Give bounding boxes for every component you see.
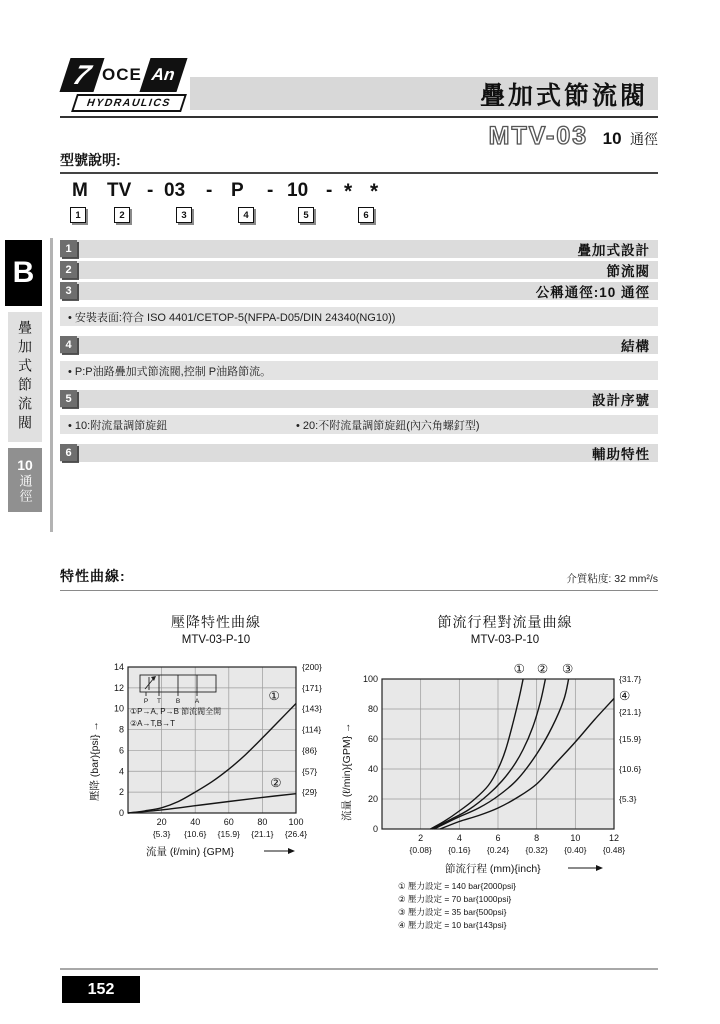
logo-wordmark: [60, 58, 200, 92]
svg-text:①: ①: [513, 662, 525, 676]
model-size: 10: [602, 129, 622, 148]
spec-row-bullets: [60, 361, 658, 380]
model-heading: [60, 122, 658, 151]
page-title-bar: [190, 77, 658, 110]
svg-text:{0.16}: {0.16}: [448, 845, 471, 855]
sidebar-size-badge: [8, 448, 42, 512]
svg-text:①P→A, P→B 節流閥全開: ①P→A, P→B 節流閥全開: [130, 707, 222, 716]
svg-text:{15.9}: {15.9}: [619, 734, 642, 744]
spec-row-bar: [60, 336, 658, 354]
code-index-box: 3: [176, 207, 192, 223]
chart-title: 節流行程對流量曲線: [437, 614, 573, 630]
sidebar-category-label: 疊加式節流閥: [17, 320, 33, 434]
model-number: MTV-03: [488, 122, 589, 150]
svg-text:100: 100: [362, 674, 378, 684]
chart-subtitle: MTV-03-P-10: [470, 634, 540, 646]
svg-text:{0.48}: {0.48}: [602, 845, 626, 855]
logo-seven-mark: 7: [59, 58, 104, 92]
spec-bullet: • 10:附流量調節旋鈕: [68, 419, 168, 432]
svg-text:②A→T,B→T: ②A→T,B→T: [130, 719, 175, 728]
svg-text:{143}: {143}: [302, 703, 322, 714]
svg-text:②: ②: [536, 662, 549, 676]
model-code-part: 03: [164, 180, 186, 201]
svg-text:{0.32}: {0.32}: [525, 845, 548, 855]
svg-text:40: 40: [367, 764, 378, 774]
svg-text:{29}: {29}: [302, 787, 318, 798]
svg-text:2: 2: [118, 787, 124, 798]
curves-divider: [60, 590, 658, 591]
model-code-part: 10: [287, 180, 309, 201]
code-index-box: 5: [298, 207, 314, 223]
svg-text:60: 60: [223, 817, 234, 827]
chart-block-stroke-flow: [340, 612, 670, 935]
spec-row-bar: [60, 282, 658, 300]
svg-text:6: 6: [118, 745, 124, 756]
svg-text:{21.1}: {21.1}: [251, 829, 274, 839]
svg-text:{5.3}: {5.3}: [619, 794, 637, 804]
svg-text:③: ③: [561, 662, 574, 676]
svg-text:12: 12: [113, 682, 124, 693]
svg-text:{21.1}: {21.1}: [619, 707, 642, 717]
svg-text:{26.4}: {26.4}: [284, 829, 308, 839]
svg-text:10: 10: [113, 703, 124, 714]
model-code-index-boxes: [0, 207, 720, 225]
spec-row-number: 3: [60, 282, 77, 299]
svg-text:{0.24}: {0.24}: [486, 845, 510, 855]
sidebar-category: [8, 312, 42, 442]
svg-text:{200}: {200}: [302, 662, 322, 672]
spec-row-title: 設計序號: [592, 393, 650, 408]
svg-text:40: 40: [190, 817, 201, 827]
spec-row-bar: [60, 390, 658, 408]
company-logo: [60, 58, 200, 112]
svg-text:80: 80: [367, 704, 378, 714]
svg-text:6: 6: [495, 833, 501, 843]
svg-text:{5.3}: {5.3}: [152, 829, 171, 839]
svg-text:8: 8: [534, 833, 540, 843]
model-code-part: -: [206, 180, 213, 201]
page-number: 152: [62, 976, 140, 1003]
spec-row-number: 4: [60, 336, 77, 353]
spec-rows: [60, 240, 658, 465]
spec-row-title: 輔助特性: [592, 447, 650, 462]
svg-text:2: 2: [418, 833, 424, 843]
code-index-box: 4: [238, 207, 254, 223]
logo-subtitle: HYDRAULICS: [71, 94, 187, 112]
logo-word-left: OCE: [102, 65, 142, 84]
svg-text:12: 12: [608, 833, 620, 843]
model-code-divider: [60, 172, 658, 174]
model-code-part: -: [326, 180, 333, 201]
svg-text:10: 10: [570, 833, 581, 843]
svg-text:4: 4: [456, 833, 462, 843]
svg-text:A: A: [194, 698, 200, 705]
svg-text:14: 14: [113, 662, 124, 672]
stroke-flow-chart: [340, 651, 670, 935]
svg-text:100: 100: [288, 817, 304, 827]
svg-text:壓降 (bar){psi} →: 壓降 (bar){psi} →: [89, 721, 101, 801]
svg-text:{86}: {86}: [302, 745, 318, 756]
footer-divider: [60, 968, 658, 970]
model-code-part: M: [72, 180, 88, 201]
svg-text:流量 (ℓ/min) {GPM}: 流量 (ℓ/min) {GPM}: [146, 846, 234, 858]
model-code-part: P: [231, 180, 244, 201]
svg-text:4: 4: [118, 766, 124, 777]
model-code-part: TV: [107, 180, 132, 201]
chart-title: 壓降特性曲線: [171, 614, 261, 630]
svg-text:{10.6}: {10.6}: [619, 764, 642, 774]
svg-text:80: 80: [257, 817, 268, 827]
spec-bullet: • 安裝表面:符合 ISO 4401/CETOP-5(NFPA-D05/DIN 24340(NG10)): [68, 311, 396, 324]
svg-text:① 壓力設定 = 140 bar{2000psi}: ① 壓力設定 = 140 bar{2000psi}: [398, 881, 516, 891]
curves-section-label: 特性曲線:: [60, 568, 126, 584]
svg-text:④ 壓力設定 = 10 bar{143psi}: ④ 壓力設定 = 10 bar{143psi}: [398, 920, 507, 930]
spec-row-bullets: [60, 307, 658, 326]
page-title: 疊加式節流閥: [479, 81, 648, 110]
spec-row-number: 2: [60, 261, 77, 278]
svg-text:20: 20: [156, 817, 167, 827]
sidebar-size-unit: 通徑: [17, 473, 33, 504]
svg-text:{15.9}: {15.9}: [217, 829, 240, 839]
spec-row-title: 公稱通徑:10 通徑: [535, 285, 650, 300]
svg-text:② 壓力設定 = 70 bar{1000psi}: ② 壓力設定 = 70 bar{1000psi}: [398, 894, 512, 904]
spec-row-number: 1: [60, 240, 77, 257]
svg-text:③ 壓力設定 = 35 bar{500psi}: ③ 壓力設定 = 35 bar{500psi}: [398, 907, 507, 917]
spec-row-title: 節流閥: [606, 264, 650, 279]
chart-subtitle: MTV-03-P-10: [181, 634, 251, 646]
sidebar-size-number: 10: [17, 456, 33, 473]
spec-row-bar: [60, 240, 658, 258]
spec-bullet: • 20:不附流量調節旋鈕(內六角螺釘型): [296, 419, 480, 432]
spec-row-number: 6: [60, 444, 77, 461]
svg-text:T: T: [157, 698, 161, 705]
model-size-unit: 通徑: [630, 131, 658, 147]
code-index-box: 2: [114, 207, 130, 223]
header-divider: [60, 116, 658, 118]
svg-text:60: 60: [367, 734, 378, 744]
sidebar-divider: [50, 238, 53, 532]
svg-text:8: 8: [118, 724, 124, 735]
svg-text:{0.08}: {0.08}: [409, 845, 432, 855]
svg-text:{31.7}: {31.7}: [619, 674, 642, 684]
spec-bullet: • P:P油路疊加式節流閥,控制 P油路節流。: [68, 365, 272, 378]
svg-text:20: 20: [367, 794, 378, 804]
svg-text:B: B: [175, 698, 181, 705]
svg-text:流量 (ℓ/min){GPM} →: 流量 (ℓ/min){GPM} →: [341, 722, 353, 821]
chart-block-pressure-drop: [88, 612, 344, 865]
logo-word-right: An: [139, 58, 187, 92]
spec-row-title: 結構: [621, 339, 650, 354]
model-code-part: -: [147, 180, 154, 201]
code-index-box: 6: [358, 207, 374, 223]
model-code-section-label: 型號說明:: [60, 152, 121, 168]
spec-row-number: 5: [60, 390, 77, 407]
viscosity-note: 介質粘度: 32 mm²/s: [566, 573, 658, 585]
svg-text:{0.40}: {0.40}: [564, 845, 587, 855]
spec-row-title: 疊加式設計: [577, 243, 650, 258]
svg-text:①: ①: [268, 689, 280, 704]
svg-text:②: ②: [270, 775, 282, 790]
model-code-row: [0, 180, 720, 206]
pressure-drop-chart: [88, 651, 344, 865]
model-code-part: -: [267, 180, 274, 201]
svg-text:P: P: [143, 698, 149, 705]
svg-text:{10.6}: {10.6}: [184, 829, 207, 839]
svg-text:0: 0: [372, 824, 378, 834]
svg-text:節流行程 (mm){inch}: 節流行程 (mm){inch}: [445, 863, 541, 875]
svg-text:0: 0: [118, 808, 124, 818]
svg-text:{57}: {57}: [302, 766, 318, 777]
spec-row-bar: [60, 261, 658, 279]
code-index-box: 1: [70, 207, 86, 223]
spec-row-bullets: [60, 415, 658, 434]
svg-text:{114}: {114}: [302, 724, 322, 735]
sidebar-section-tab: B: [5, 240, 42, 306]
svg-text:④: ④: [619, 689, 631, 703]
model-code-part: * *: [344, 180, 385, 203]
svg-text:{171}: {171}: [302, 682, 322, 693]
spec-row-bar: [60, 444, 658, 462]
